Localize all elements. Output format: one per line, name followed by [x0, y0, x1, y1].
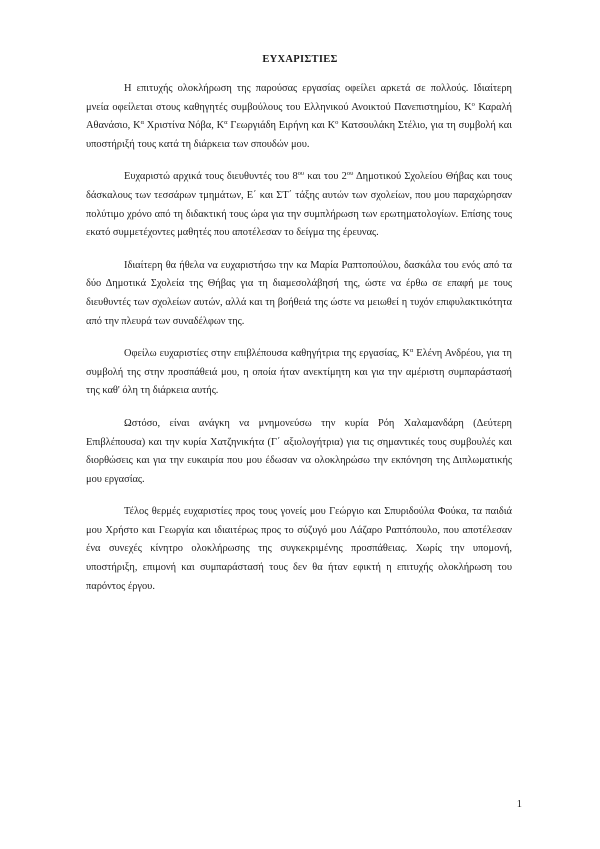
- page-number: 1: [516, 799, 522, 810]
- paragraph-supervising-professor: [86, 345, 512, 401]
- superscript-text: ου: [346, 170, 354, 178]
- paragraph-text: Οφείλω ευχαριστίες στην επιβλέπουσα καθηγήτρια της εργασίας, Κ: [124, 348, 410, 360]
- paragraph-text: Κατσουλάκη Στέλιο, για τη συμβολή και υποστήριξή τους κατά τη διάρκεια των σπουδών μου.: [86, 120, 513, 150]
- superscript-text: ο: [471, 100, 475, 108]
- superscript-text: α: [224, 119, 228, 127]
- acknowledgements-body: [86, 80, 512, 610]
- paragraph-text: Γεωργιάδη Ειρήνη και Κ: [227, 120, 336, 132]
- paragraph-text: Ιδιαίτερη θα ήθελα να ευχαριστήσω την κα Μαρία Ραπτοπούλου, δασκάλα του ενός από τα δύο Δημοτικά Σχολεία της Θήβας για τη διαμεσολάβησή της, ώστε να έρθω σε επαφή με τους διευθυντές των σχολείων αυτών, αλλά και τη βοήθειά της ώστε να μειωθεί η τυχόν επιφυλακτικότητα από την πλευρά των συναδέλφων της.: [86, 259, 512, 327]
- paragraph-text: και του 2: [304, 171, 347, 183]
- paragraph-thesis-advisors: [86, 80, 512, 154]
- paragraph-second-supervisor: [86, 415, 512, 489]
- paragraph-school-directors: [86, 168, 512, 242]
- superscript-text: ο: [335, 119, 339, 127]
- paragraph-text: Δημοτικού Σχολείου Θήβας και τους δάσκαλους των τεσσάρων τμημάτων, Ε΄ και ΣΤ΄ τάξης αυτών των σχολείων, που μου παραχώρησαν πολύτιμο χρόνο από τη διδακτική τους ώρα για την συμπλήρωση των ερωτηματολογίων. Επίσης τους εκατό συμμετέχοντες μαθητές που αποτέλεσαν το δείγμα της έρευνας.: [86, 171, 512, 239]
- superscript-text: ου: [297, 170, 305, 178]
- paragraph-text: Η επιτυχής ολοκλήρωση της παρούσας εργασίας οφείλει αρκετά σε πολλούς. Ιδιαίτερη μνεία οφείλεται στους καθηγητές συμβούλους του Ελληνικού Ανοικτού Πανεπιστημίου, Κ: [86, 83, 512, 113]
- superscript-text: α: [409, 347, 414, 355]
- paragraph-text: Ευχαριστώ αρχικά τους διευθυντές του 8: [124, 171, 298, 183]
- paragraph-text: Ελένη Ανδρέου, για τη συμβολή της στην προσπάθειά μου, η οποία ήταν ανεκτίμητη και για την αμέριστη συμπαράστασή της καθ' όλη τη διάρκεια αυτής.: [86, 348, 512, 397]
- paragraph-teacher-mediation: [86, 257, 512, 331]
- paragraph-text: Χριστίνα Νόβα, Κ: [143, 120, 225, 132]
- paragraph-text: Τέλος θερμές ευχαριστίες προς τους γονείς μου Γεώργιο και Σπυριδούλα Φούκα, τα παιδιά μου Χρήστο και Γεωργία και ιδιαιτέρως προς το σύζυγό μου Λάζαρο Ραπτόπουλο, που αποτέλεσαν ένα συνεχές κίνητρο ολοκλήρωσης της συγκεκριμένης προσπάθειας. Χωρίς την υπομονή, υποστήριξη, επιμονή και συμπαράστασή τους δεν θα ήταν εφικτή η επιτυχής ολοκλήρωση του παρόντος έργου.: [86, 506, 512, 592]
- paragraph-family: [86, 503, 512, 596]
- page-title: ΕΥΧΑΡΙΣΤΙΕΣ: [262, 54, 338, 65]
- paragraph-text: Καραλή Αθανάσιο, Κ: [86, 101, 512, 132]
- paragraph-text: Ωστόσο, είναι ανάγκη να μνημονεύσω την κυρία Ρόη Χαλαμανδάρη (Δεύτερη Επιβλέπουσα) και την κυρία Χατζηνικήτα (Γ΄ αξιολογήτρια) για τις σημαντικές τους συμβουλές και διορθώσεις και για την ευκαιρία που μου έδωσαν να ολοκληρώσω την εκπόνηση της Διπλωματικής μου εργασίας.: [86, 417, 512, 485]
- superscript-text: α: [140, 119, 144, 127]
